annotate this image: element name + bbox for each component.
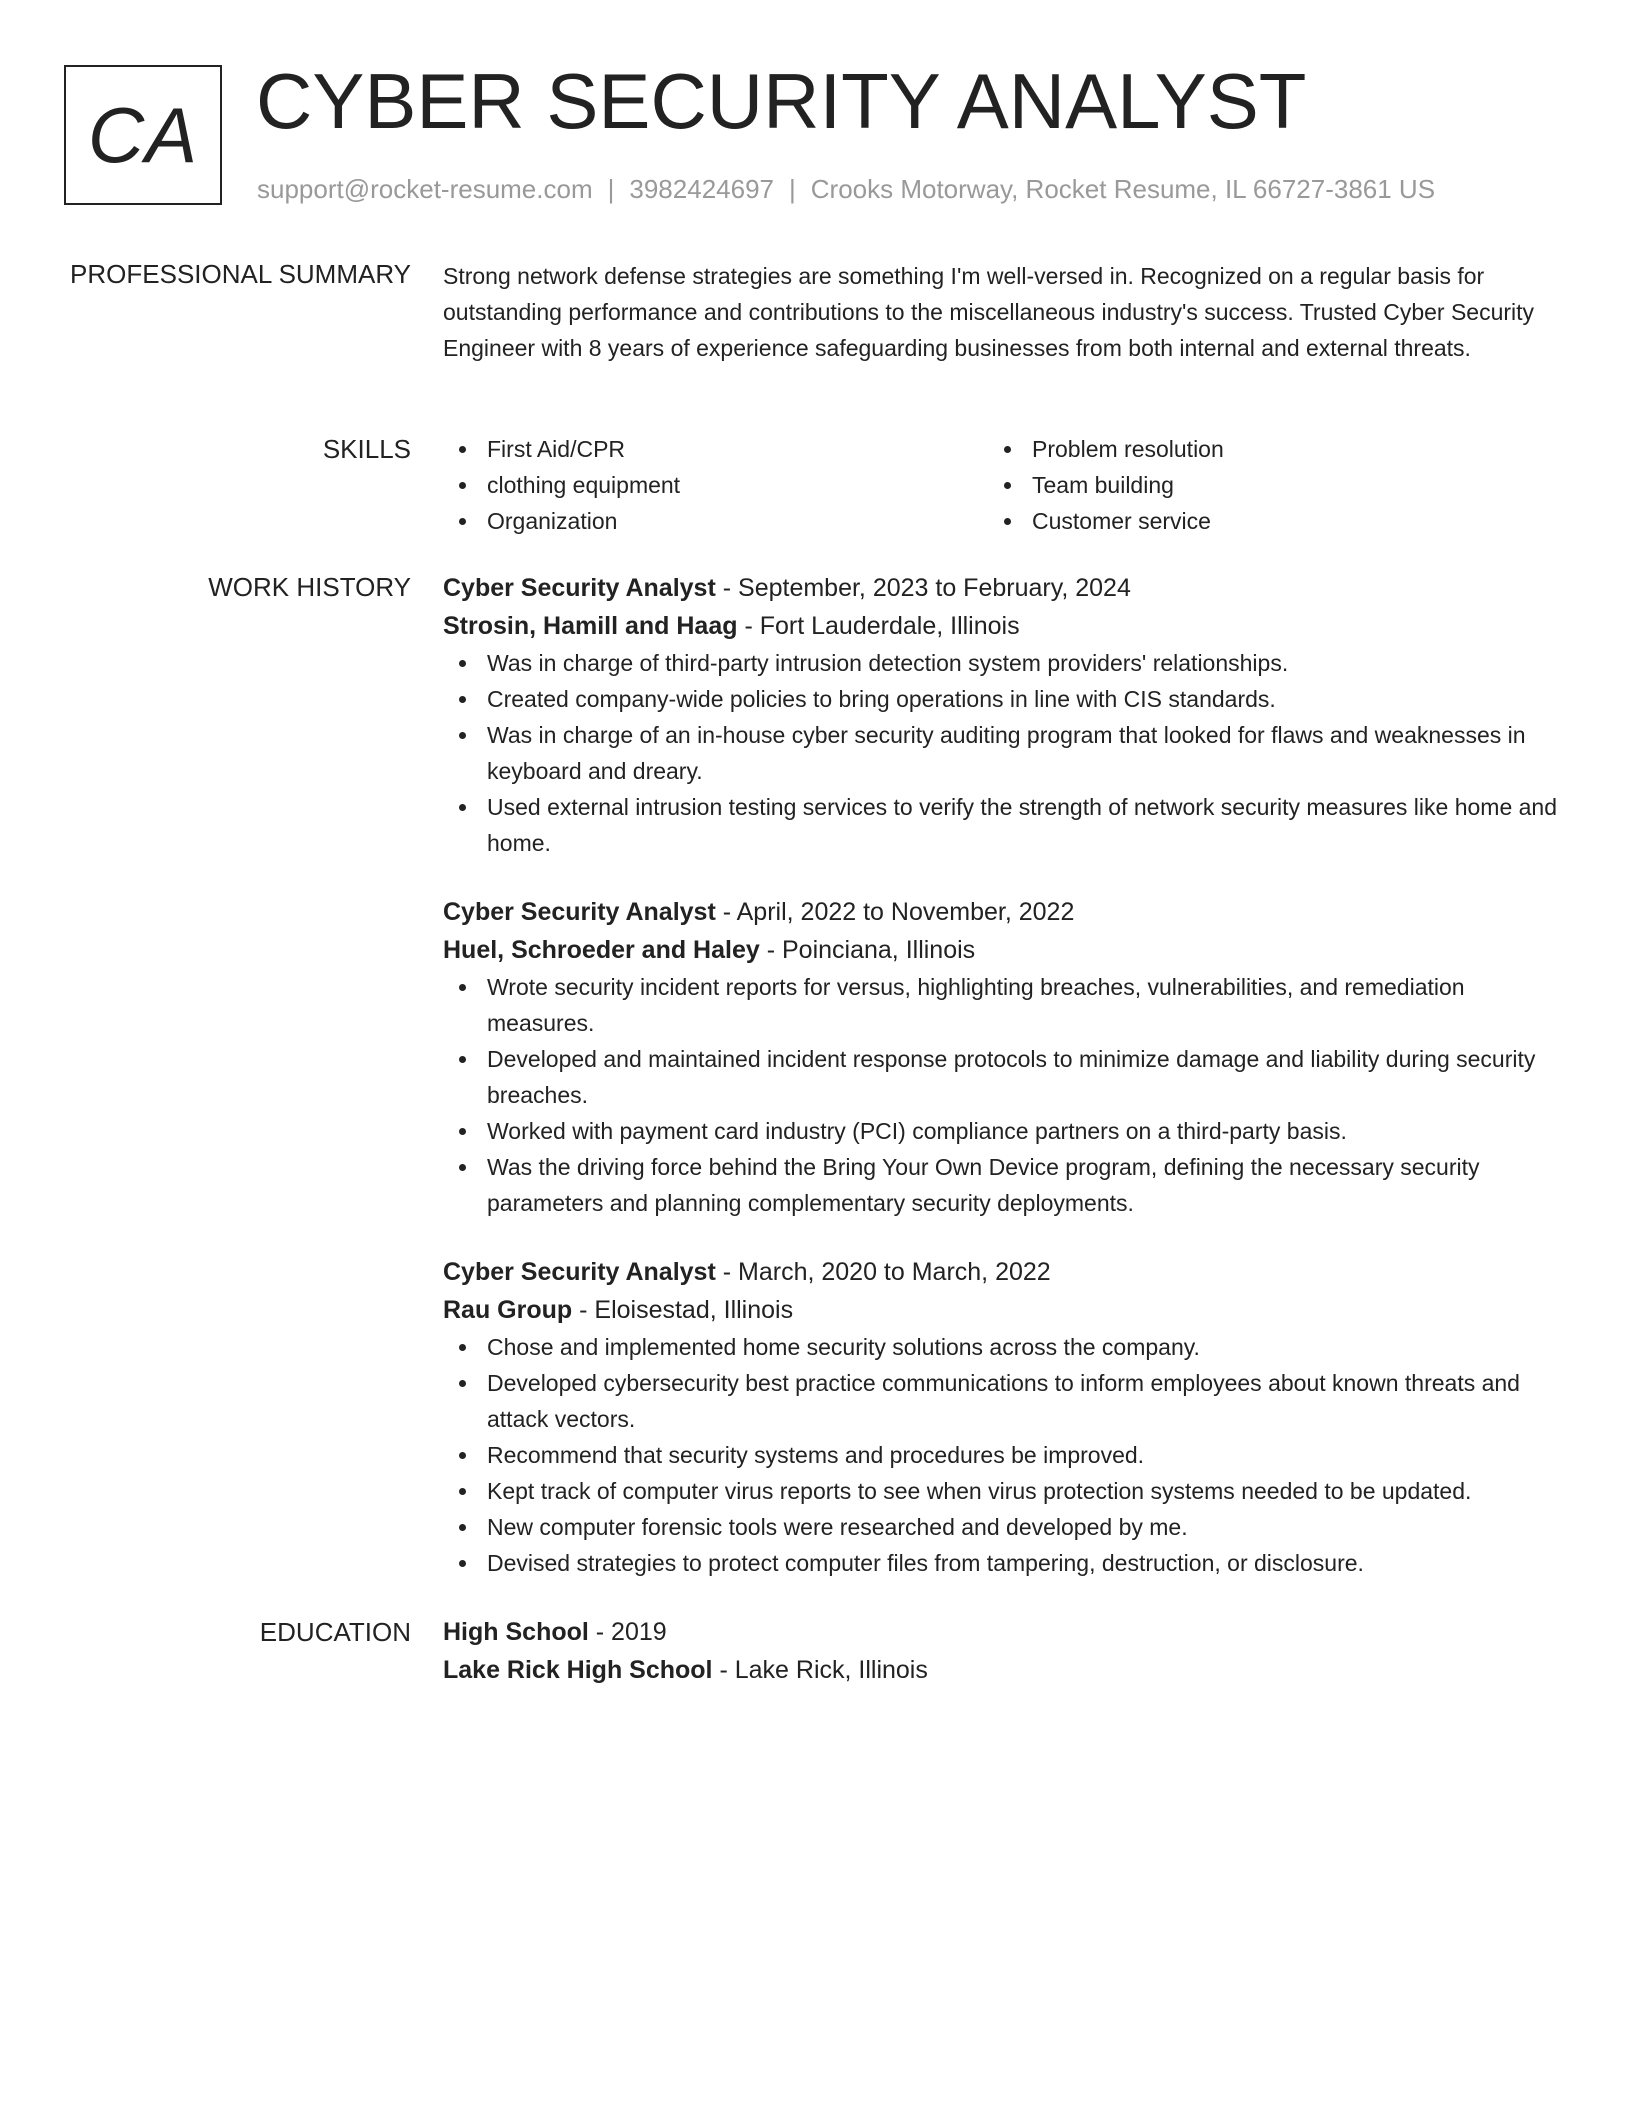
job-location: - Fort Lauderdale, Illinois — [737, 612, 1020, 640]
section-label-work-history: WORK HISTORY — [208, 572, 411, 602]
skills-columns — [443, 431, 1558, 539]
job-dates: - September, 2023 to February, 2024 — [715, 574, 1131, 602]
contact-email: support@rocket-resume.com — [257, 174, 593, 204]
job-bullet: Used external intrusion testing services to verify the strength of network security measures like home and home. — [443, 789, 1558, 861]
job-bullet: Worked with payment card industry (PCI) compliance partners on a third-party basis. — [443, 1113, 1558, 1149]
skill-item: Organization — [443, 503, 988, 539]
job-company-line — [443, 931, 1558, 969]
skills-body — [443, 431, 1558, 539]
job-bullet: New computer forensic tools were researched and developed by me. — [443, 1509, 1558, 1545]
section-label-summary: PROFESSIONAL SUMMARY — [70, 259, 411, 289]
job-dates: - March, 2020 to March, 2022 — [715, 1258, 1051, 1286]
skill-item: Team building — [988, 467, 1533, 503]
skill-item: clothing equipment — [443, 467, 988, 503]
contact-address: Crooks Motorway, Rocket Resume, IL 66727-3861 US — [810, 174, 1436, 204]
section-label-skills: SKILLS — [322, 434, 411, 464]
job-company: Strosin, Hamill and Haag — [443, 612, 738, 640]
contact-phone: 3982424697 — [629, 174, 774, 204]
skill-item: Problem resolution — [988, 431, 1533, 467]
job-title: Cyber Security Analyst — [443, 574, 716, 602]
job-bullet: Developed cybersecurity best practice communications to inform employees about known threats and attack vectors. — [443, 1365, 1558, 1437]
job-title: Cyber Security Analyst — [443, 1258, 716, 1286]
summary-text: Strong network defense strategies are something I'm well-versed in. Recognized on a regular basis for outstanding performance and contributions to the miscellaneous industry's success. Trusted Cyber Security Engineer with 8 years of experience safeguarding businesses from both internal and external threats. — [443, 263, 1535, 361]
resume-title: CYBER SECURITY ANALYST — [256, 57, 1307, 145]
job-title-line — [443, 893, 1558, 931]
education-degree: High School — [443, 1618, 589, 1646]
job-bullet: Chose and implemented home security solutions across the company. — [443, 1329, 1558, 1365]
job-bullet: Wrote security incident reports for versus, highlighting breaches, vulnerabilities, and remediation measures. — [443, 969, 1558, 1041]
education-location: - Lake Rick, Illinois — [712, 1656, 928, 1684]
education-degree-line — [443, 1613, 1558, 1651]
job-location: - Poinciana, Illinois — [759, 936, 976, 964]
job-entry — [443, 1253, 1558, 1581]
job-bullets — [443, 1329, 1558, 1581]
job-bullet: Was in charge of third-party intrusion detection system providers' relationships. — [443, 645, 1558, 681]
job-location: - Eloisestad, Illinois — [572, 1296, 794, 1324]
education-section — [259, 1613, 1558, 1689]
job-company-line — [443, 1291, 1558, 1329]
job-dates: - April, 2022 to November, 2022 — [715, 898, 1075, 926]
job-bullet: Recommend that security systems and procedures be improved. — [443, 1437, 1558, 1473]
monogram-badge — [64, 65, 222, 205]
job-bullet: Developed and maintained incident response protocols to minimize damage and liability during security breaches. — [443, 1041, 1558, 1113]
job-entry — [443, 569, 1558, 861]
education-school: Lake Rick High School — [443, 1656, 713, 1684]
contact-separator: | — [789, 174, 796, 204]
job-bullets — [443, 645, 1558, 861]
job-title-line — [443, 569, 1558, 607]
job-bullet: Kept track of computer virus reports to see when virus protection systems needed to be updated. — [443, 1473, 1558, 1509]
job-company: Rau Group — [443, 1296, 573, 1324]
job-bullet: Devised strategies to protect computer files from tampering, destruction, or disclosure. — [443, 1545, 1558, 1581]
skills-list-right — [988, 431, 1533, 539]
education-school-line — [443, 1651, 1558, 1689]
monogram-initials: CA — [87, 90, 199, 179]
job-bullet: Was the driving force behind the Bring Your Own Device program, defining the necessary security parameters and planning complementary security deployments. — [443, 1149, 1558, 1221]
skill-item: First Aid/CPR — [443, 431, 988, 467]
job-entry — [443, 893, 1558, 1221]
job-company: Huel, Schroeder and Haley — [443, 936, 760, 964]
summary-body — [443, 258, 1558, 366]
job-bullet: Was in charge of an in-house cyber security auditing program that looked for flaws and weaknesses in keyboard and dreary. — [443, 717, 1558, 789]
contact-separator: | — [607, 174, 615, 204]
skill-item: Customer service — [988, 503, 1533, 539]
job-bullet: Created company-wide policies to bring operations in line with CIS standards. — [443, 681, 1558, 717]
job-title-line — [443, 1253, 1558, 1291]
job-bullets — [443, 969, 1558, 1221]
job-title: Cyber Security Analyst — [443, 898, 716, 926]
job-company-line — [443, 607, 1558, 645]
contact-line — [257, 172, 1435, 206]
section-label-education: EDUCATION — [259, 1617, 411, 1647]
education-year: - 2019 — [588, 1618, 667, 1646]
skills-list-left — [443, 431, 988, 539]
